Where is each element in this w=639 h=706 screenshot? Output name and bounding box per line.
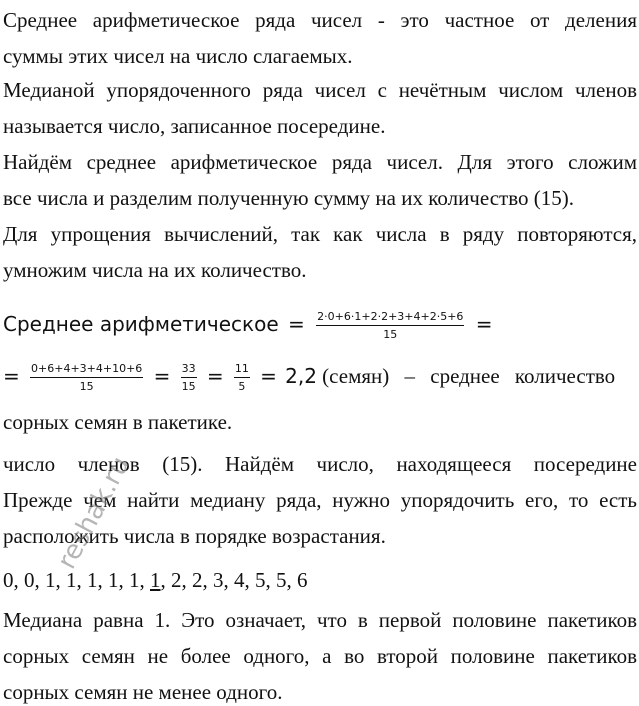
watermark: reshak.ru (52, 451, 137, 575)
paragraph-mean-definition-line2: суммы этих чисел на число слагаемых. (3, 44, 353, 68)
conclusion-line3: сорных семян не менее одного. (3, 680, 283, 704)
median-text-line2: Прежде чем найти медиану ряда, нужно упорядочить его, то есть (3, 488, 637, 512)
conclusion-line2: сорных семян не более одного, а во второй половине пакетиков (3, 644, 637, 668)
fraction-sum: $\frac{0+6+4+3+4+10+6}{15}$ (31, 362, 143, 394)
series-before-median: 0, 0, 1, 1, 1, 1, 1, (3, 568, 150, 592)
paragraph-median-definition-line1: Медианой упорядоченного ряда чисел с нечётным числом членов (3, 78, 637, 102)
equals-sign: = (153, 364, 171, 388)
median-text-line3: расположить числа в порядке возрастания. (3, 524, 386, 548)
paragraph-simplify-line2: умножим числа на их количество. (3, 258, 307, 282)
sorted-series (3, 568, 637, 592)
equals-sign: = (3, 364, 20, 388)
fraction-11-5: $\frac{11}{5}$ (234, 362, 249, 394)
series-after-median: , 2, 2, 3, 4, 5, 5, 6 (160, 568, 308, 592)
fraction-weighted-sum: $\frac{2\cdot 0+6\cdot 1+2\cdot 2+3+4+2\cdot 5+6}{15}$ (317, 309, 464, 341)
conclusion-line1: Медиана равна 1. Это означает, что в первой половине пакетиков (3, 608, 637, 632)
paragraph-mean-definition-line1: Среднее арифметическое ряда чисел - это частное от деления (3, 8, 637, 32)
equals-sign: = (288, 312, 305, 336)
paragraph-median-definition-line2: называется число, записанное посередине. (3, 114, 386, 138)
equals-sign: = (260, 364, 277, 388)
equals-sign: = (206, 364, 224, 388)
median-text-line1: число членов (15). Найдём число, находящееся посередине (3, 452, 637, 476)
paragraph-find-mean-line1: Найдём среднее арифметическое ряда чисел. Для этого сложим (3, 150, 637, 174)
paragraph-find-mean-line2: все числа и разделим полученную сумму на их количество (15). (3, 186, 574, 210)
equals-sign: = (475, 312, 493, 336)
mean-result-description: (семян) – среднее количество (322, 364, 616, 388)
formula-label: Среднее арифметическое (3, 312, 279, 336)
mean-result-line3: сорных семян в пакетике. (3, 410, 233, 434)
series-median-value: 1 (150, 568, 161, 592)
mean-formula-line1 (3, 304, 637, 344)
paragraph-simplify-line1: Для упрощения вычислений, так как числа в ряду повторяются, (3, 222, 637, 246)
mean-formula-line2 (3, 356, 637, 396)
mean-result: 2,2 (285, 364, 317, 388)
fraction-33-15: $\frac{33}{15}$ (181, 362, 196, 394)
